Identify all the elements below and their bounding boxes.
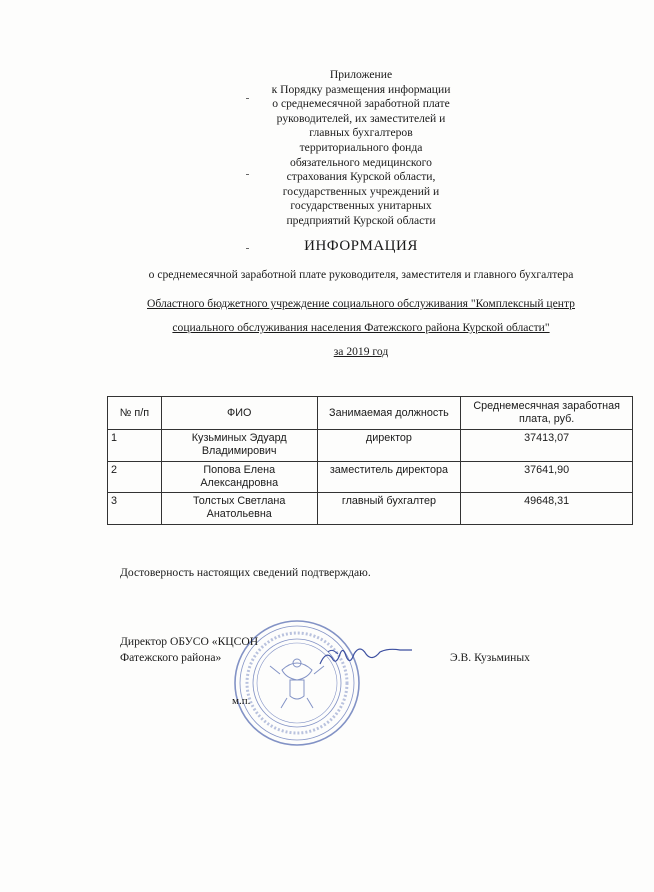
signatory-title-line-2: Фатежского района»: [120, 651, 222, 664]
cell-position: заместитель директора: [317, 462, 461, 493]
cell-number: 2: [108, 462, 162, 493]
header-position: Занимаемая должность: [317, 397, 461, 430]
document-title: ИНФОРМАЦИЯ: [304, 238, 418, 254]
table-row: [108, 493, 633, 525]
appendix-line: главных бухгалтеров: [309, 126, 413, 140]
appendix-line: обязательного медицинского: [290, 155, 432, 169]
appendix-line: государственных учреждений и: [282, 184, 440, 198]
signatory-name: Э.В. Кузьминых: [450, 651, 530, 664]
organization-block: [0, 292, 654, 364]
cell-salary: 37413,07: [461, 430, 633, 462]
header-salary: Среднемесячная заработная плата, руб.: [461, 397, 633, 430]
appendix-line: страхования Курской области,: [286, 170, 436, 184]
salary-table: [107, 396, 633, 525]
document-subtitle: о среднемесячной заработной плате руководителя, заместителя и главного бухгалтера: [148, 268, 574, 281]
cell-name: Попова Елена Александровна: [161, 462, 317, 493]
header-name: ФИО: [161, 397, 317, 430]
organization-line-2: социального обслуживания населения Фатежского района Курской области": [172, 321, 550, 334]
appendix-header: [230, 68, 492, 229]
seal-place-mark: м.п.: [232, 695, 251, 707]
header-number: № п/п: [108, 397, 162, 430]
appendix-line: территориального фонда: [299, 140, 423, 154]
organization-line-1: Областного бюджетного учреждение социального обслуживания "Комплексный центр: [147, 297, 575, 310]
cell-name: Кузьминых Эдуард Владимирович: [161, 430, 317, 462]
appendix-line: государственных унитарных: [290, 199, 432, 213]
scan-mark: [246, 248, 249, 249]
appendix-line: о среднемесячной заработной плате: [272, 97, 450, 111]
cell-name: Толстых Светлана Анатольевна: [161, 493, 317, 525]
cell-salary: 37641,90: [461, 462, 633, 493]
table-row: [108, 462, 633, 493]
handwritten-signature: [318, 646, 414, 672]
scan-mark: [246, 98, 249, 99]
appendix-line: к Порядку размещения информации: [271, 82, 451, 96]
reporting-period: за 2019 год: [333, 345, 389, 358]
scan-mark: [246, 174, 249, 175]
appendix-line: предприятий Курской области: [286, 213, 436, 227]
confirmation-text: Достоверность настоящих сведений подтверждаю.: [120, 566, 371, 579]
appendix-line: Приложение: [329, 68, 393, 81]
appendix-line: руководителей, их заместителей и: [276, 111, 446, 125]
cell-salary: 49648,31: [461, 493, 633, 525]
cell-position: главный бухгалтер: [317, 493, 461, 525]
signatory-title-line-1: Директор ОБУСО «КЦСОН: [120, 635, 259, 648]
cell-position: директор: [317, 430, 461, 462]
table-header-row: [108, 397, 633, 430]
cell-number: 1: [108, 430, 162, 462]
table-row: [108, 430, 633, 462]
cell-number: 3: [108, 493, 162, 525]
